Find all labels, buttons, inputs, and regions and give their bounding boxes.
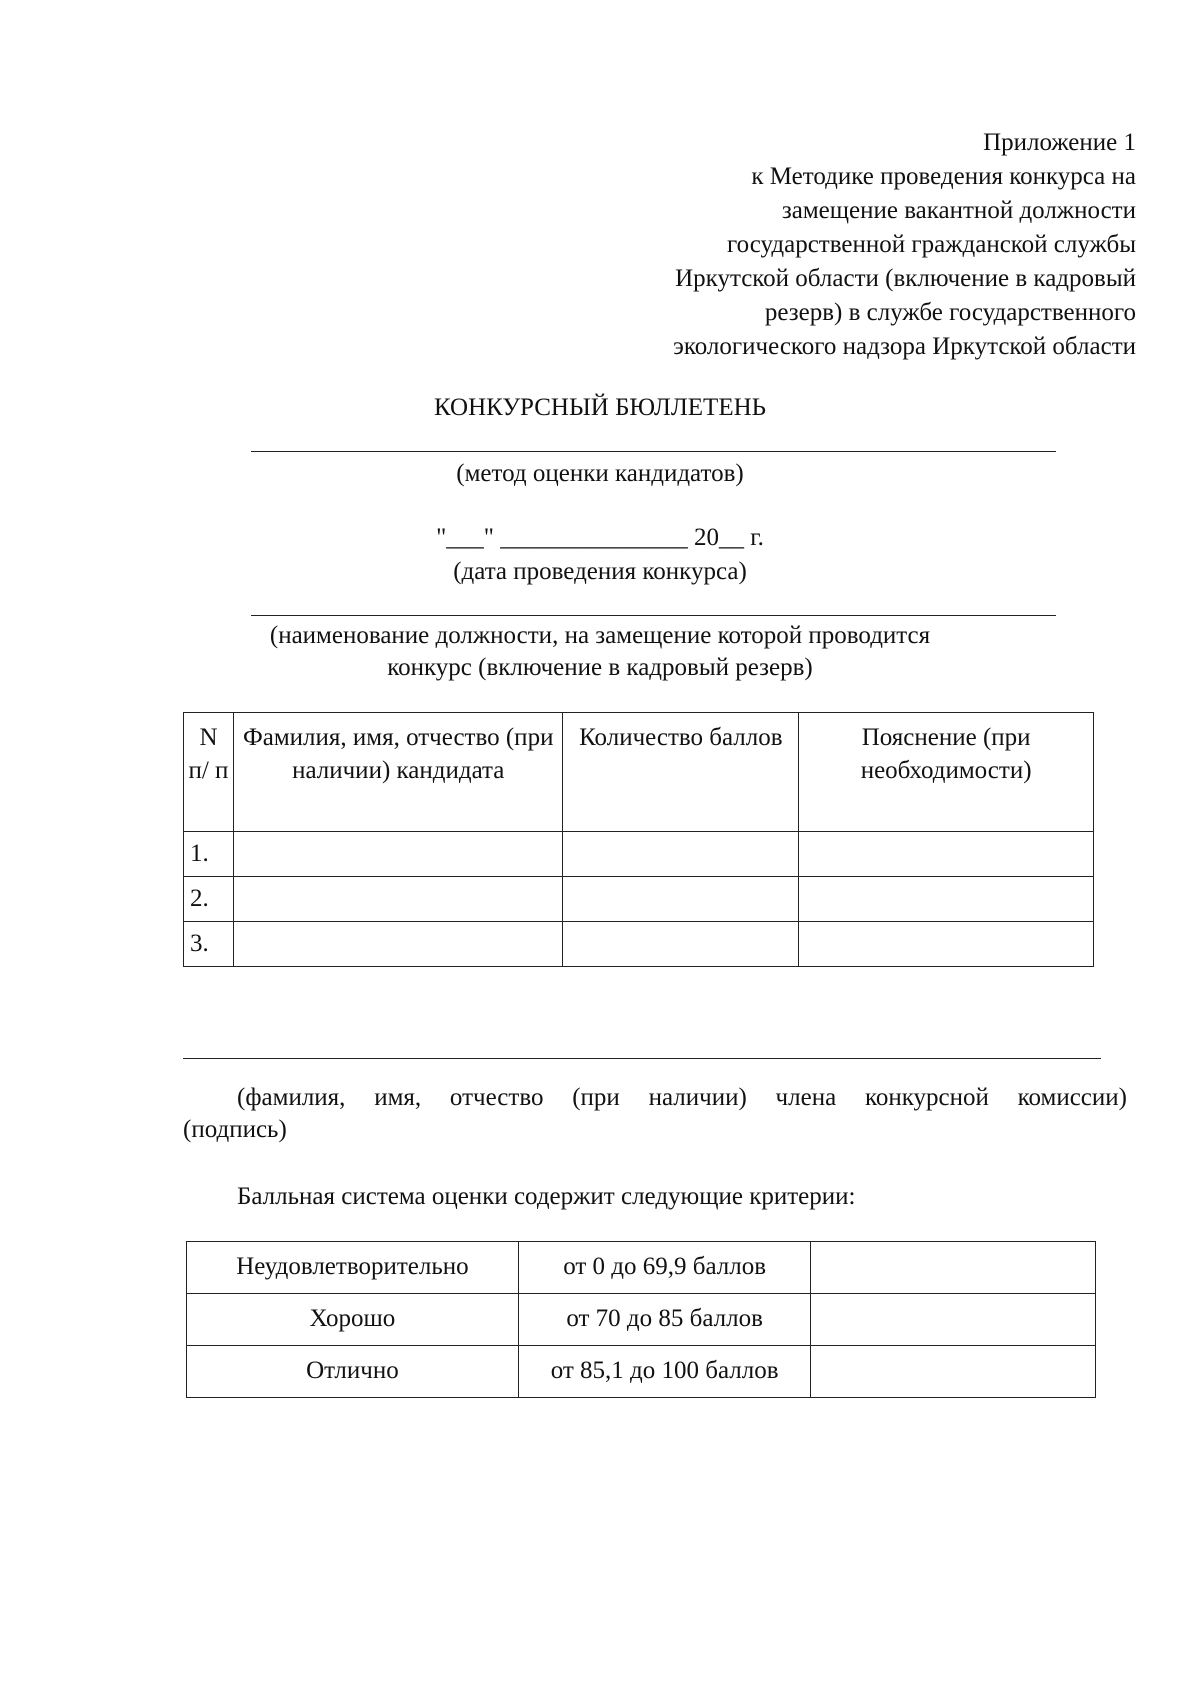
candidate-note-cell[interactable] (799, 832, 1094, 877)
page-title: КОНКУРСНЫЙ БЮЛЛЕТЕНЬ (433, 394, 767, 421)
appendix-line: к Методике проведения конкурса на (751, 163, 1136, 190)
header-full-name: Фамилия, имя, отчество (при наличии) кандидата (233, 713, 563, 832)
appendix-line: резерв) в службе государственного (764, 299, 1136, 326)
method-caption: (метод оценки кандидатов) (456, 460, 744, 487)
criteria-note (811, 1294, 1096, 1346)
criteria-grade: Отлично (187, 1346, 519, 1398)
method-fill-line (251, 451, 1056, 452)
criteria-range: от 0 до 69,9 баллов (518, 1242, 811, 1294)
criteria-table (186, 1241, 1096, 1398)
table-row (187, 1346, 1096, 1398)
table-row (184, 832, 1094, 877)
criteria-grade: Хорошо (187, 1294, 519, 1346)
criteria-range: от 85,1 до 100 баллов (518, 1346, 811, 1398)
appendix-line: Приложение 1 (983, 129, 1136, 156)
criteria-intro: Балльная система оценки содержит следующие критерии: (237, 1183, 856, 1210)
candidate-note-cell[interactable] (799, 877, 1094, 922)
table-row (187, 1242, 1096, 1294)
table-row (184, 877, 1094, 922)
candidate-name-cell[interactable] (233, 922, 563, 967)
appendix-header (536, 126, 1136, 364)
position-fill-line (251, 615, 1056, 616)
row-number: 3. (184, 922, 234, 967)
candidates-table (183, 712, 1094, 967)
member-caption: (фамилия, имя, отчество (при наличии) члена конкурсной комиссии) (237, 1084, 1127, 1111)
member-fill-line (183, 1058, 1101, 1059)
header-score: Количество баллов (563, 713, 799, 832)
header-note: Пояснение (при необходимости) (799, 713, 1094, 832)
row-number: 1. (184, 832, 234, 877)
position-caption-1: (наименование должности, на замещение которой проводится (269, 622, 931, 649)
criteria-grade: Неудовлетворительно (187, 1242, 519, 1294)
header-number: N п/ п (184, 713, 234, 832)
candidate-name-cell[interactable] (233, 832, 563, 877)
appendix-line: замещение вакантной должности (781, 197, 1136, 224)
candidate-name-cell[interactable] (233, 877, 563, 922)
candidate-score-cell[interactable] (563, 832, 799, 877)
appendix-line: Иркутской области (включение в кадровый (675, 265, 1136, 292)
criteria-range: от 70 до 85 баллов (518, 1294, 811, 1346)
criteria-note (811, 1242, 1096, 1294)
criteria-note (811, 1346, 1096, 1398)
candidate-note-cell[interactable] (799, 922, 1094, 967)
candidate-score-cell[interactable] (563, 922, 799, 967)
appendix-line: экологического надзора Иркутской области (673, 333, 1136, 360)
candidate-score-cell[interactable] (563, 877, 799, 922)
date-caption: (дата проведения конкурса) (453, 558, 747, 585)
candidates-table-header (184, 713, 1094, 832)
row-number: 2. (184, 877, 234, 922)
signature-caption: (подпись) (183, 1116, 287, 1143)
date-line: "___" _______________ 20__ г. (436, 524, 764, 551)
table-row (184, 922, 1094, 967)
position-caption-2: конкурс (включение в кадровый резерв) (387, 654, 813, 681)
appendix-line: государственной гражданской службы (726, 231, 1136, 258)
table-row (187, 1294, 1096, 1346)
